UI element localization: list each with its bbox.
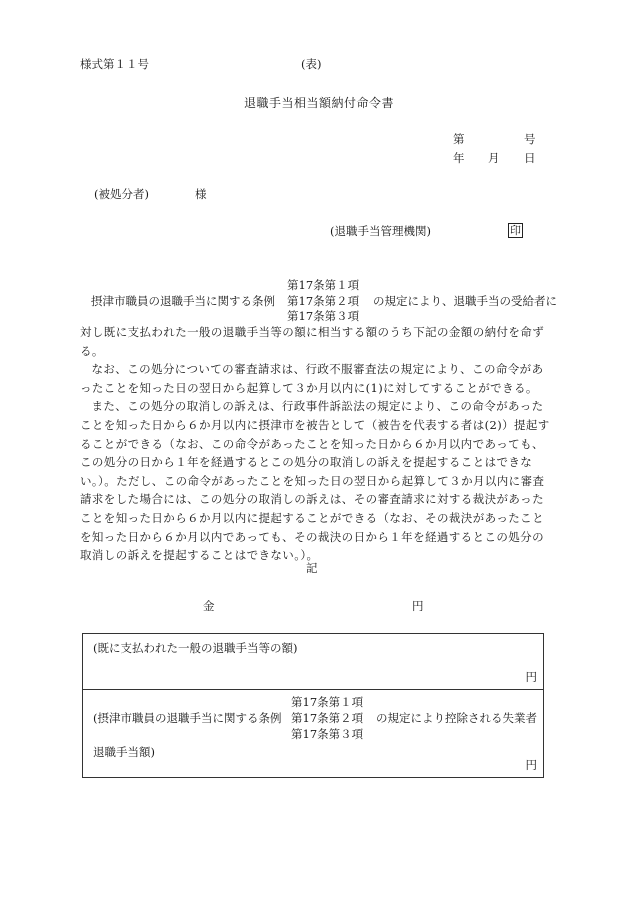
box2-ordinance-name: (摂津市職員の退職手当に関する条例 [93,711,282,725]
amount-label: 金 [203,599,215,613]
clause-1: 第17条第１項 [287,278,360,292]
para2-body: なお、この処分についての審査請求は、行政不服審査法の規定により、この命令があったことを知った日の翌日から起算して３か月以内に(1)に対してすることができる。 [80,362,544,395]
amount-unit: 円 [412,599,424,613]
document-title: 退職手当相当額納付命令書 [244,96,395,110]
box2-clause-2: 第17条第２項 [291,711,364,725]
box2-line2: 退職手当額) [93,745,155,759]
deduction-box [82,688,544,778]
paid-amount-box [82,633,544,690]
seal-label: 印 [510,224,521,237]
box2-continuation: の規定により控除される失業者 [376,711,537,725]
side-indicator: (表) [301,57,322,71]
body-text [80,323,550,565]
date-day: 日 [524,151,536,165]
box2-unit: 円 [525,758,537,772]
recipient-label: (被処分者) [94,187,149,201]
paid-amount-unit: 円 [525,670,537,684]
clause-2: 第17条第２項 [287,294,360,308]
paid-amount-label: (既に支払われた一般の退職手当等の額) [93,641,298,655]
number-label: 第 [453,132,465,146]
ki-heading: 記 [306,561,318,575]
date-year: 年 [453,151,465,165]
ordinance-name: 摂津市職員の退職手当に関する条例 [91,294,275,308]
issuer-label: (退職手当管理機関) [330,224,431,238]
recipient-honorific: 様 [195,187,207,201]
para1-body: 対し既に支払われた一般の退職手当等の額に相当する額のうち下記の金額の納付を命ずる。 [80,325,545,358]
date-month: 月 [488,151,500,165]
para1-continuation: の規定により、退職手当の受給者に [373,294,557,308]
form-number: 様式第１１号 [80,57,149,71]
number-suffix: 号 [524,132,536,146]
box2-clause-3: 第17条第３項 [291,727,364,741]
box2-clause-1: 第17条第１項 [291,695,364,709]
clause-3: 第17条第３項 [287,309,360,323]
para3-body: また、この処分の取消しの訴えは、行政事件訴訟法の規定により、この命令があったことを知った日から６か月以内に摂津市を被告として（被告を代表する者は(2)）提起することができる（なお、この命令があったことを知った日から６か月以内であっても、この処分の日から１年を経過するとこの処分の取消しの訴えを提起することはできない。）。ただし、この命令があったことを知った日の翌日から起算して３か月以内に審査請求をした場合には、この処分の取消しの訴えは、その審査請求に対する裁決があったことを知った日から６か月以内に提起することができる（なお、その裁決があったことを知った日から６か月以内であっても、その裁決の日から１年を経過するとこの処分の取消しの訴えを提起することはできない。）。 [80,399,550,563]
seal-mark [508,225,523,237]
